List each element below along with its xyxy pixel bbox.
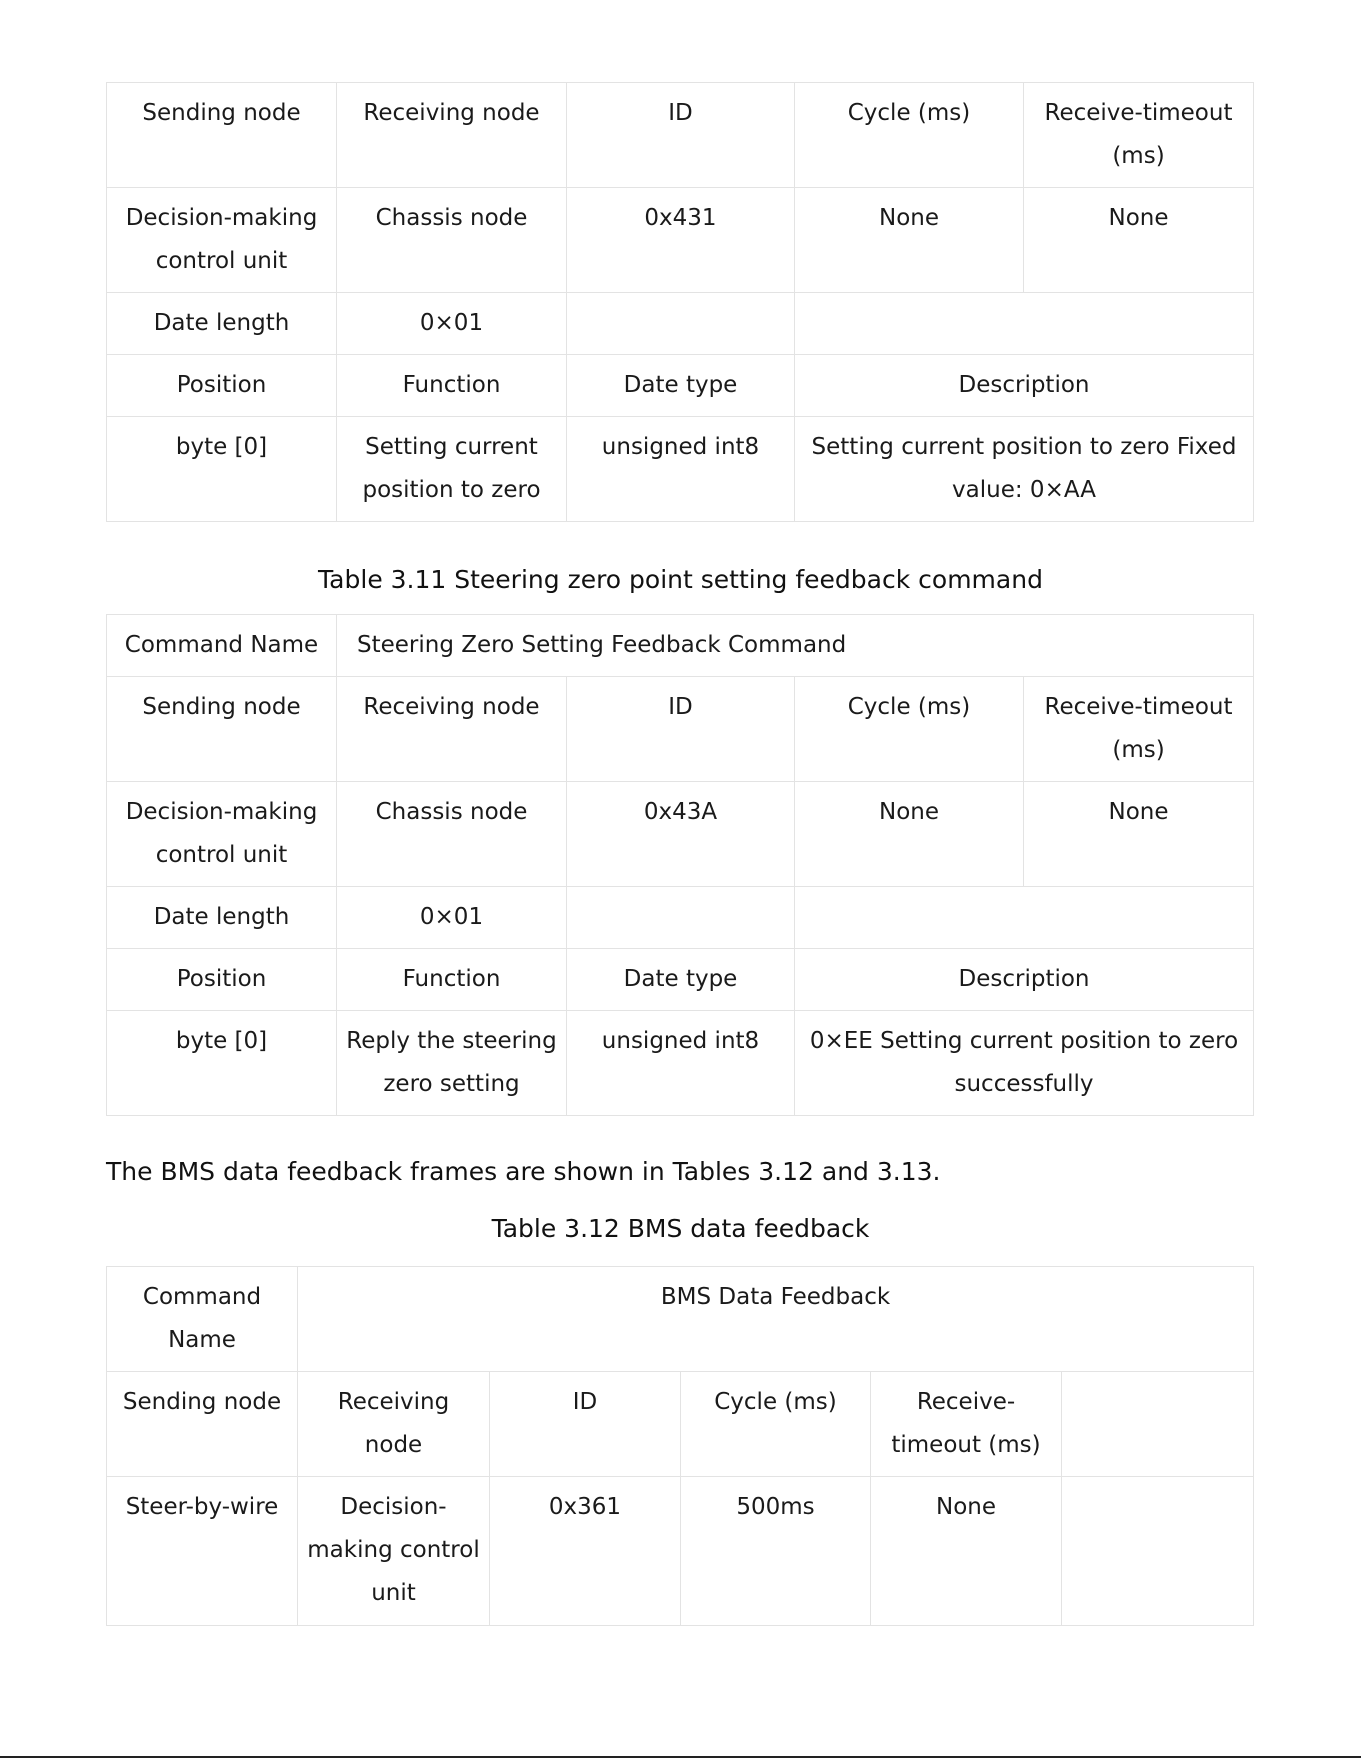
- table-3-11-steering-zero-feedback: [106, 614, 1254, 1116]
- table-cell: Date type: [567, 949, 795, 1011]
- table-cell: Cycle (ms): [681, 1372, 871, 1477]
- page-bottom-rule: [0, 1756, 1361, 1758]
- table-cell: Receive-timeout (ms): [871, 1372, 1062, 1477]
- table-row: [107, 782, 1254, 887]
- table-cell: Receiving node: [337, 83, 567, 188]
- table-cell-empty: [795, 887, 1254, 949]
- table-cell: unsigned int8: [567, 1011, 795, 1116]
- table-cell: 0x43A: [567, 782, 795, 887]
- table-cell: 0x361: [490, 1477, 681, 1626]
- table-cell: 0×01: [337, 887, 567, 949]
- table-cell: Command Name: [107, 615, 337, 677]
- table-cell-empty: [795, 293, 1254, 355]
- table-cell: Steer-by-wire: [107, 1477, 298, 1626]
- table-row: [107, 677, 1254, 782]
- table-cell: Command Name: [107, 1267, 298, 1372]
- table-cell: Date length: [107, 887, 337, 949]
- table-row: [107, 1011, 1254, 1116]
- table-cell-empty: [567, 887, 795, 949]
- table-row: [107, 1267, 1254, 1372]
- table-cell-empty: [567, 293, 795, 355]
- table-3-12-bms-data-feedback: [106, 1266, 1254, 1626]
- table-cell-empty: [1062, 1372, 1254, 1477]
- table-row: [107, 83, 1254, 188]
- table-cell: Decision-making control unit: [107, 782, 337, 887]
- table-cell: BMS Data Feedback: [298, 1267, 1254, 1372]
- table-cell: byte [0]: [107, 417, 337, 522]
- table-cell: Decision-making control unit: [298, 1477, 490, 1626]
- table-cell: None: [795, 782, 1024, 887]
- table-cell: Chassis node: [337, 188, 567, 293]
- table-row: [107, 417, 1254, 522]
- table-caption: Table 3.11 Steering zero point setting feedback command: [318, 565, 1043, 594]
- table-row: [107, 949, 1254, 1011]
- table-row: [107, 355, 1254, 417]
- table-row: [107, 1372, 1254, 1477]
- table-cell: Cycle (ms): [795, 677, 1024, 782]
- table-cell: Receiving node: [298, 1372, 490, 1477]
- table-cell: Receive-timeout (ms): [1024, 83, 1254, 188]
- table-row: [107, 188, 1254, 293]
- table-cell: Receive-timeout (ms): [1024, 677, 1254, 782]
- table-row: [107, 615, 1254, 677]
- table-cell: Sending node: [107, 677, 337, 782]
- table-cell: Position: [107, 949, 337, 1011]
- body-paragraph: The BMS data feedback frames are shown in Tables 3.12 and 3.13.: [106, 1157, 941, 1186]
- table-cell: 500ms: [681, 1477, 871, 1626]
- table-cell: Date length: [107, 293, 337, 355]
- table-cell: Setting current position to zero: [337, 417, 567, 522]
- table-cell: None: [1024, 782, 1254, 887]
- table-cell: 0x431: [567, 188, 795, 293]
- table-cell: Position: [107, 355, 337, 417]
- table-cell: byte [0]: [107, 1011, 337, 1116]
- table-cell: Sending node: [107, 1372, 298, 1477]
- table-cell: unsigned int8: [567, 417, 795, 522]
- table-cell: Function: [337, 949, 567, 1011]
- table-row: [107, 887, 1254, 949]
- table-row: [107, 1477, 1254, 1626]
- table-cell: ID: [567, 83, 795, 188]
- table-cell: Reply the steering zero setting: [337, 1011, 567, 1116]
- table-caption: Table 3.12 BMS data feedback: [491, 1214, 870, 1243]
- table-cell: None: [795, 188, 1024, 293]
- table-cell: Sending node: [107, 83, 337, 188]
- table-3-10-steering-zero-setting: [106, 82, 1254, 522]
- table-cell: Receiving node: [337, 677, 567, 782]
- table-cell: Setting current position to zero Fixed value: 0×AA: [795, 417, 1254, 522]
- table-cell: Description: [795, 949, 1254, 1011]
- table-cell: 0×EE Setting current position to zero successfully: [795, 1011, 1254, 1116]
- table-cell: Cycle (ms): [795, 83, 1024, 188]
- table-cell: Steering Zero Setting Feedback Command: [337, 615, 1254, 677]
- table-cell: None: [871, 1477, 1062, 1626]
- table-cell: Decision-making control unit: [107, 188, 337, 293]
- table-cell: Description: [795, 355, 1254, 417]
- table-cell: None: [1024, 188, 1254, 293]
- table-cell-empty: [1062, 1477, 1254, 1626]
- table-cell: Date type: [567, 355, 795, 417]
- table-row: [107, 293, 1254, 355]
- table-cell: ID: [567, 677, 795, 782]
- table-cell: ID: [490, 1372, 681, 1477]
- table-cell: 0×01: [337, 293, 567, 355]
- table-cell: Function: [337, 355, 567, 417]
- table-cell: Chassis node: [337, 782, 567, 887]
